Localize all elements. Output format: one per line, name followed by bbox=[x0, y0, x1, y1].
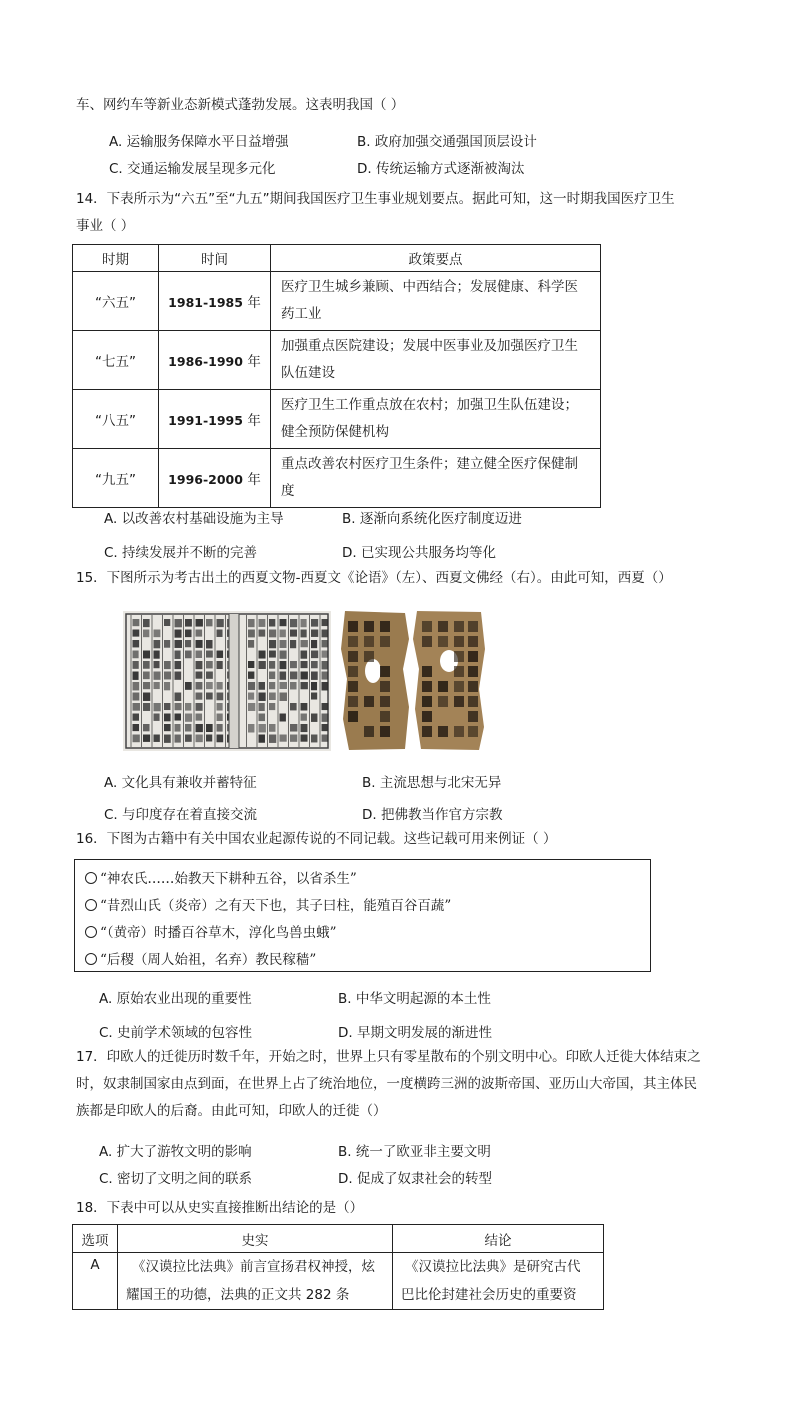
q14-period: “八五” bbox=[73, 390, 159, 449]
q14-option-b: B. 逐渐向系统化医疗制度迈进 bbox=[342, 511, 522, 527]
q13-option-b: B. 政府加强交通强国顶层设计 bbox=[357, 134, 537, 150]
q15-option-a: A. 文化具有兼收并蓄特征 bbox=[104, 775, 257, 791]
table-row bbox=[73, 1253, 604, 1310]
q14-stem-line2: 事业（ ） bbox=[76, 218, 135, 234]
circle-bullet-icon bbox=[85, 899, 97, 911]
q15-option-c: C. 与印度存在着直接交流 bbox=[104, 807, 258, 823]
q16-quote: “昔烈山氏（炎帝）之有天下也，其子曰柱，能殖百谷百蔬” bbox=[85, 894, 451, 914]
q14-period: “九五” bbox=[73, 449, 159, 508]
q14-policy: 加强重点医院建设；发展中医事业及加强医疗卫生 队伍建设 bbox=[271, 331, 601, 390]
q18-option-cell: A bbox=[73, 1253, 118, 1310]
q16-option-d: D. 早期文明发展的渐进性 bbox=[338, 1025, 492, 1041]
q16-quote-box bbox=[74, 859, 651, 972]
q14-period: “七五” bbox=[73, 331, 159, 390]
q14-period: “六五” bbox=[73, 272, 159, 331]
q18-header-option: 选项 bbox=[73, 1225, 118, 1253]
q14-table bbox=[72, 244, 601, 508]
q17-stem-line1: 17．印欧人的迁徙历时数千年，开始之时，世界上只有零星散布的个别文明中心。印欧人迁徙大体结束之 bbox=[76, 1049, 701, 1065]
q18-header-conclusion: 结论 bbox=[393, 1225, 604, 1253]
q13-option-d: D. 传统运输方式逐渐被淘汰 bbox=[357, 161, 525, 177]
q14-option-d: D. 已实现公共服务均等化 bbox=[342, 545, 496, 561]
q14-policy: 医疗卫生工作重点放在农村；加强卫生队伍建设； 健全预防保健机构 bbox=[271, 390, 601, 449]
q18-fact-cell: 《汉谟拉比法典》前言宣扬君权神授，炫 耀国王的功德，法典的正文共 282 条 bbox=[118, 1253, 393, 1310]
q14-stem-line1: 14．下表所示为“六五”至“九五”期间我国医疗卫生事业规划要点。据此可知，这一时期我国医疗卫生 bbox=[76, 191, 675, 207]
q16-option-a: A. 原始农业出现的重要性 bbox=[99, 991, 252, 1007]
q14-header-time: 时间 bbox=[159, 245, 271, 272]
q15-stem: 15．下图所示为考古出土的西夏文物-西夏文《论语》（左）、西夏文佛经（右）。由此可知，西夏（） bbox=[76, 570, 672, 586]
q16-option-c: C. 史前学术领域的包容性 bbox=[99, 1025, 253, 1041]
table-row bbox=[73, 449, 601, 508]
q14-option-c: C. 持续发展并不断的完善 bbox=[104, 545, 258, 561]
xixia-sutra-image bbox=[339, 609, 487, 754]
q14-policy: 重点改善农村医疗卫生条件；建立健全医疗保健制 度 bbox=[271, 449, 601, 508]
q14-years: 1981-1985 年 bbox=[159, 272, 271, 331]
xixia-analects-image bbox=[123, 611, 331, 751]
q17-option-b: B. 统一了欧亚非主要文明 bbox=[338, 1144, 491, 1160]
q17-stem-line3: 族都是印欧人的后裔。由此可知，印欧人的迁徙（） bbox=[76, 1103, 387, 1119]
q15-option-d: D. 把佛教当作官方宗教 bbox=[362, 807, 503, 823]
table-row bbox=[73, 331, 601, 390]
q14-years: 1996-2000 年 bbox=[159, 449, 271, 508]
q17-option-d: D. 促成了奴隶社会的转型 bbox=[338, 1171, 492, 1187]
table-row bbox=[73, 390, 601, 449]
circle-bullet-icon bbox=[85, 953, 97, 965]
table-row bbox=[73, 272, 601, 331]
circle-bullet-icon bbox=[85, 926, 97, 938]
q13-option-c: C. 交通运输发展呈现多元化 bbox=[109, 161, 276, 177]
q17-option-a: A. 扩大了游牧文明的影响 bbox=[99, 1144, 252, 1160]
q14-header-period: 时期 bbox=[73, 245, 159, 272]
q16-quote: “神农氏……始教天下耕种五谷，以省杀生” bbox=[85, 867, 357, 887]
q14-years: 1991-1995 年 bbox=[159, 390, 271, 449]
q16-quote: “（黄帝）时播百谷草木，淳化鸟兽虫蛾” bbox=[85, 921, 337, 941]
q15-option-b: B. 主流思想与北宋无异 bbox=[362, 775, 502, 791]
q18-table bbox=[72, 1224, 604, 1310]
q13-option-a: A. 运输服务保障水平日益增强 bbox=[109, 134, 289, 150]
q18-conclusion-cell: 《汉谟拉比法典》是研究古代 巴比伦封建社会历史的重要资 bbox=[393, 1253, 604, 1310]
q17-stem-line2: 时，奴隶制国家由点到面，在世界上占了统治地位，一度横跨三洲的波斯帝国、亚历山大帝国，其主体民 bbox=[76, 1076, 697, 1092]
q14-option-a: A. 以改善农村基础设施为主导 bbox=[104, 511, 284, 527]
q17-option-c: C. 密切了文明之间的联系 bbox=[99, 1171, 253, 1187]
q14-years: 1986-1990 年 bbox=[159, 331, 271, 390]
q14-policy: 医疗卫生城乡兼顾、中西结合；发展健康、科学医 药工业 bbox=[271, 272, 601, 331]
q16-option-b: B. 中华文明起源的本土性 bbox=[338, 991, 491, 1007]
q18-header-fact: 史实 bbox=[118, 1225, 393, 1253]
circle-bullet-icon bbox=[85, 872, 97, 884]
q14-header-policy: 政策要点 bbox=[271, 245, 601, 272]
q16-stem: 16．下图为古籍中有关中国农业起源传说的不同记载。这些记载可用来例证（ ） bbox=[76, 831, 557, 847]
q18-stem: 18．下表中可以从史实直接推断出结论的是（） bbox=[76, 1200, 364, 1216]
q13-stem: 车、网约车等新业态新模式蓬勃发展。这表明我国（ ） bbox=[76, 97, 405, 113]
q16-quote: “后稷（周人始祖，名弃）教民稼穑” bbox=[85, 948, 316, 968]
